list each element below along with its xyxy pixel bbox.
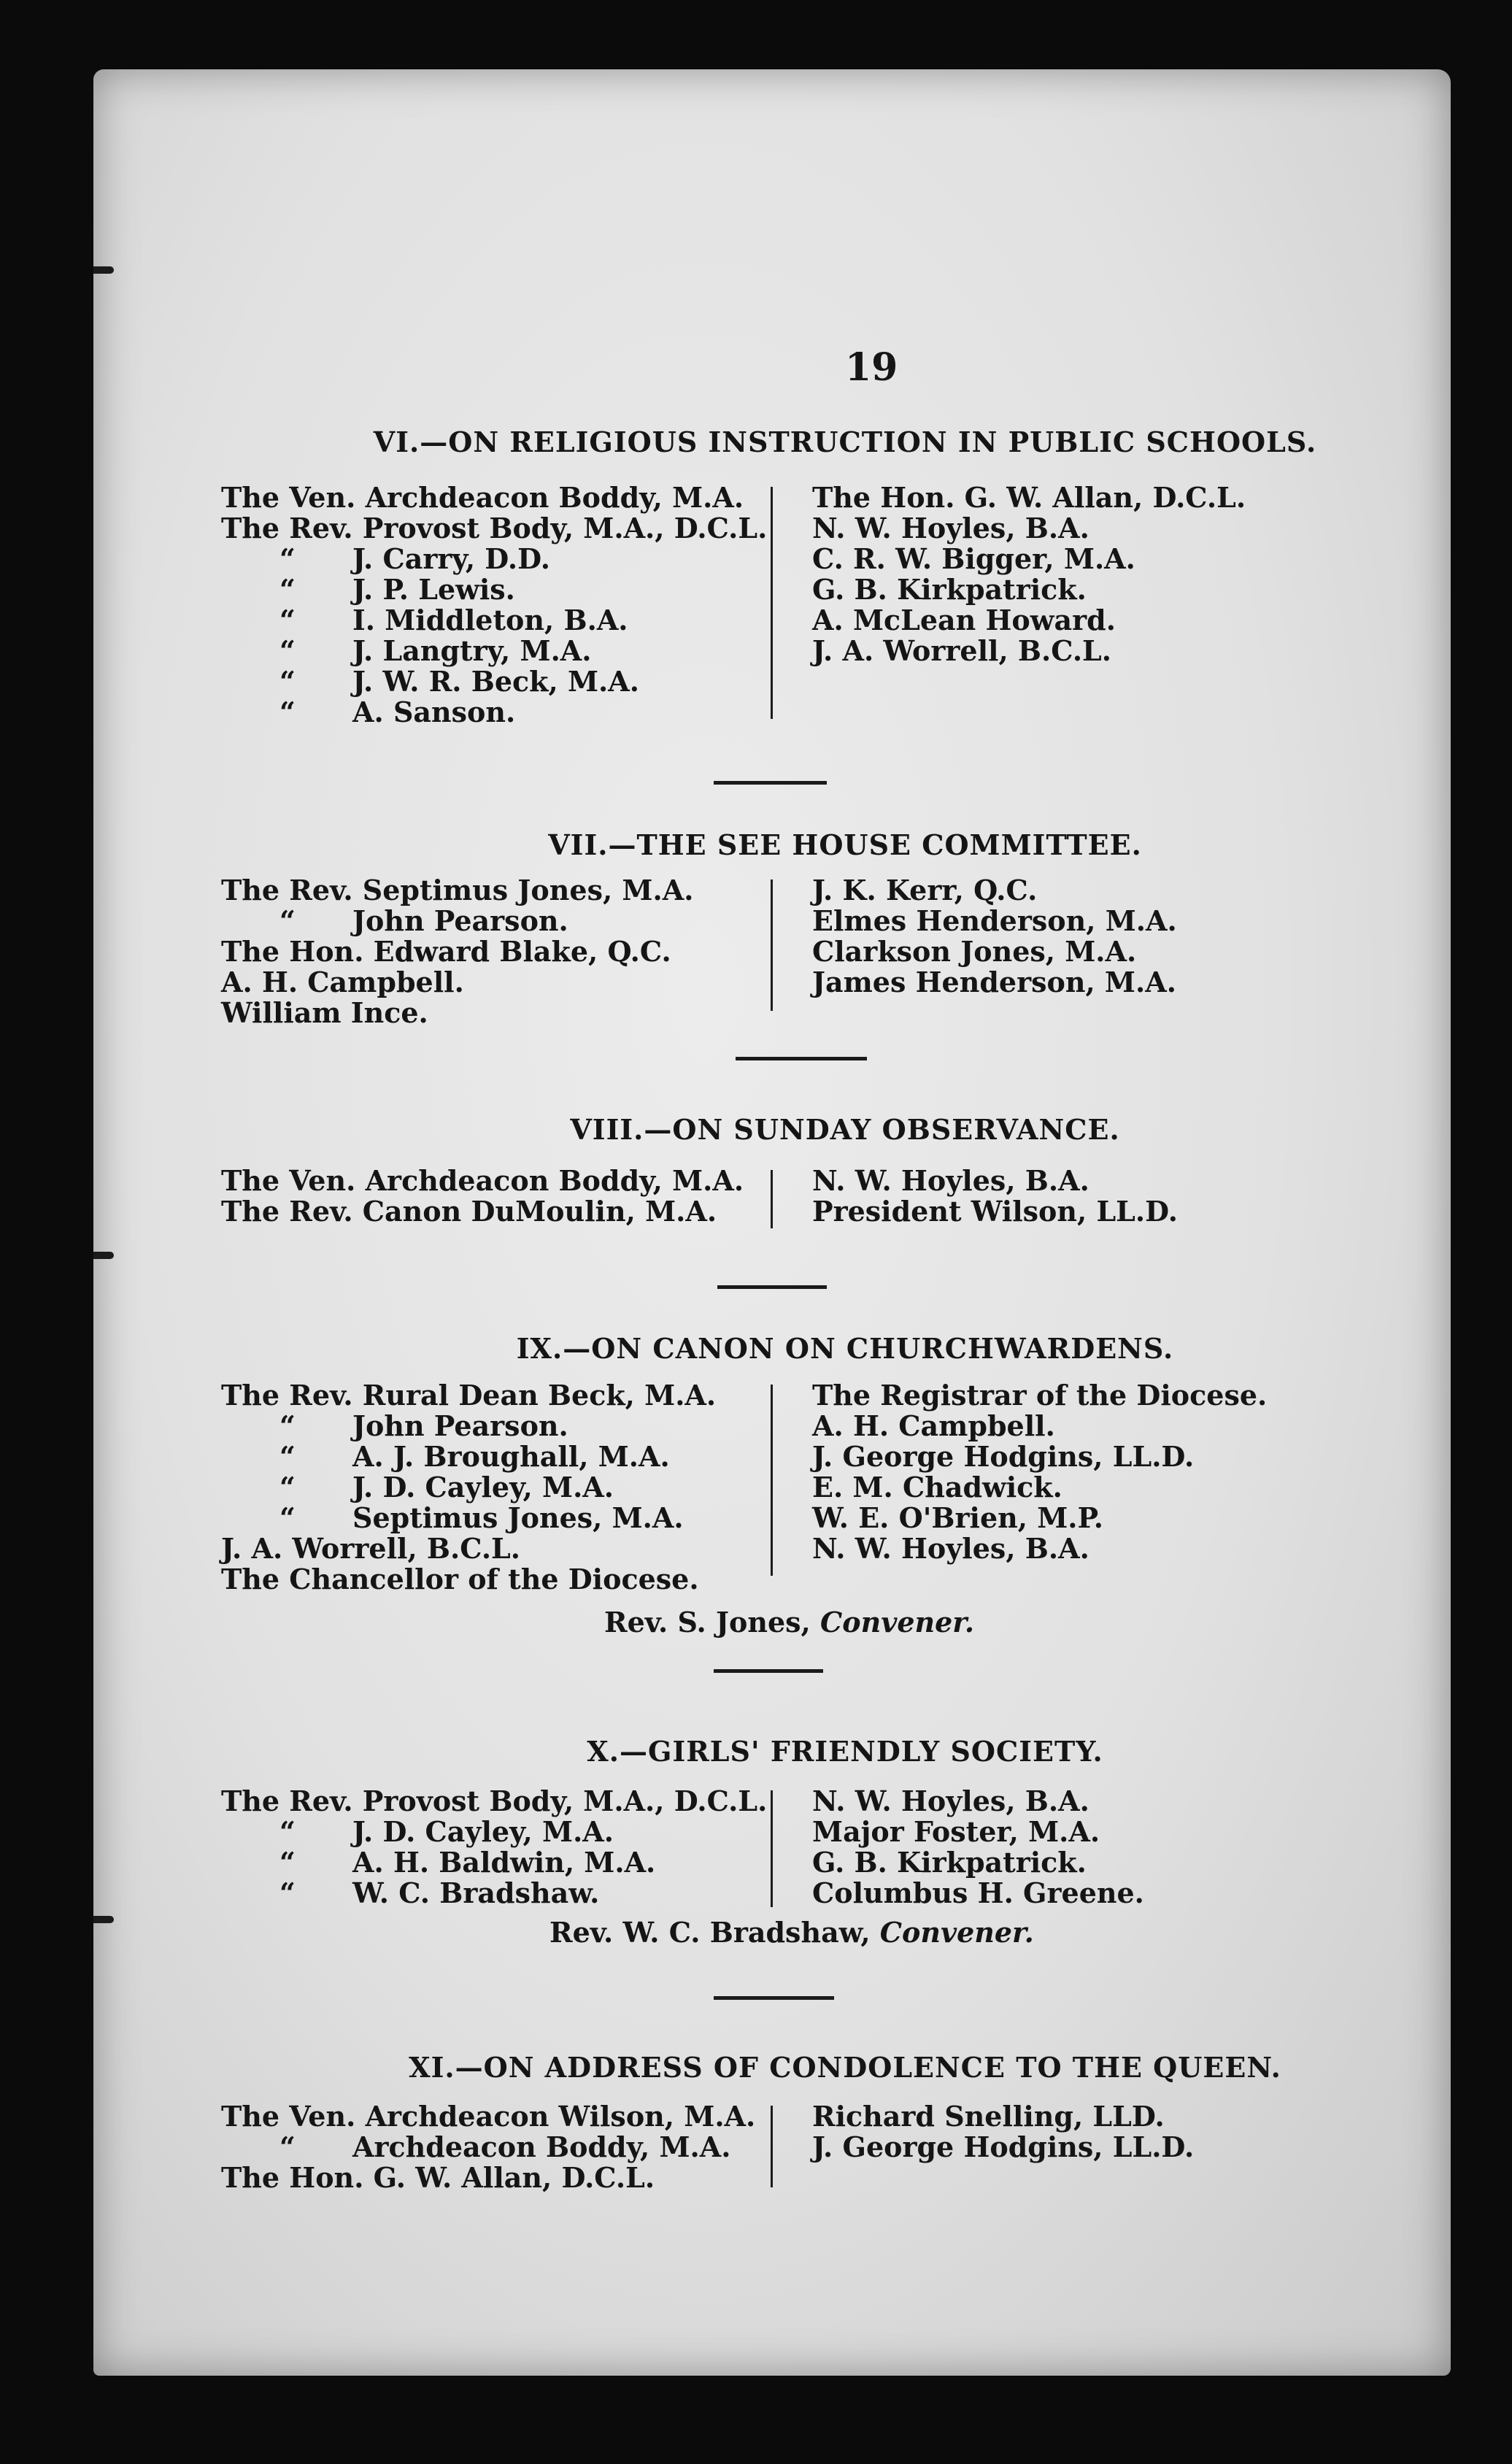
section-vii-right-column: J. K. Kerr, Q.C. Elmes Henderson, M.A. Clarkson Jones, M.A. James Henderson, M.A.	[812, 874, 1177, 998]
section-vii-left-column: The Rev. Septimus Jones, M.A. “ John Pearson. The Hon. Edward Blake, Q.C. A. H. Campbell. William Ince.	[221, 874, 694, 1029]
section-title-vii: VII.—THE SEE HOUSE COMMITTEE.	[548, 828, 1142, 861]
section-x-convener: Rev. W. C. Bradshaw, Convener.	[549, 1916, 1034, 1949]
section-title-viii: VIII.—ON SUNDAY OBSERVANCE.	[570, 1113, 1120, 1146]
column-divider	[771, 879, 773, 1011]
column-divider	[771, 487, 773, 719]
section-ix-convener: Rev. S. Jones, Convener.	[604, 1606, 975, 1639]
column-divider	[771, 1790, 773, 1907]
section-viii-left-column: The Ven. Archdeacon Boddy, M.A. The Rev. Canon DuMoulin, M.A.	[221, 1164, 744, 1228]
binding-mark	[93, 1252, 114, 1259]
section-ix-right-column: The Registrar of the Diocese. A. H. Campbell. J. George Hodgins, LL.D. E. M. Chadwick. W. E. O'Brien, M.P. N. W. Hoyles, B.A.	[812, 1379, 1268, 1565]
column-divider	[771, 1170, 773, 1228]
section-title-x: X.—GIRLS' FRIENDLY SOCIETY.	[587, 1735, 1103, 1768]
section-ix-left-column: The Rev. Rural Dean Beck, M.A. “ John Pearson. “ A. J. Broughall, M.A. “ J. D. Cayley, M.A. “ Septimus Jones, M.A. J. A. Worrell, B.C.L. The Chancellor of the Diocese.	[221, 1379, 717, 1595]
section-xi-left-column: The Ven. Archdeacon Wilson, M.A. “ Archdeacon Boddy, M.A. The Hon. G. W. Allan, D.C.L.	[221, 2100, 756, 2194]
section-x-left-column: The Rev. Provost Body, M.A., D.C.L. “ J. D. Cayley, M.A. “ A. H. Baldwin, M.A. “ W. C. Bradshaw.	[221, 1785, 768, 1909]
section-vi-left-column: The Ven. Archdeacon Boddy, M.A. The Rev. Provost Body, M.A., D.C.L. “ J. Carry, D.D. “ J. P. Lewis. “ I. Middleton, B.A. “ J. Langtry, M.A. “ J. W. R. Beck, M.A. “ A. Sanson.	[221, 481, 768, 728]
binding-mark	[93, 1916, 114, 1923]
column-divider	[771, 2106, 773, 2187]
section-title-vi: VI.—ON RELIGIOUS INSTRUCTION IN PUBLIC SCHOOLS.	[373, 426, 1317, 458]
section-rule	[717, 1285, 827, 1289]
page-number: 19	[845, 345, 898, 390]
section-rule	[714, 781, 827, 785]
section-rule	[714, 1996, 834, 2000]
section-xi-right-column: Richard Snelling, LLD. J. George Hodgins, LL.D.	[812, 2100, 1195, 2163]
section-rule	[714, 1669, 823, 1673]
section-viii-right-column: N. W. Hoyles, B.A. President Wilson, LL.D.	[812, 1164, 1178, 1228]
document-page	[93, 69, 1451, 2376]
section-title-ix: IX.—ON CANON ON CHURCHWARDENS.	[516, 1332, 1174, 1365]
section-rule	[736, 1057, 867, 1060]
section-vi-right-column: The Hon. G. W. Allan, D.C.L. N. W. Hoyles, B.A. C. R. W. Bigger, M.A. G. B. Kirkpatrick. A. McLean Howard. J. A. Worrell, B.C.L.	[812, 481, 1246, 667]
section-title-xi: XI.—ON ADDRESS OF CONDOLENCE TO THE QUEEN.	[409, 2051, 1281, 2084]
section-x-right-column: N. W. Hoyles, B.A. Major Foster, M.A. G. B. Kirkpatrick. Columbus H. Greene.	[812, 1785, 1144, 1909]
column-divider	[771, 1385, 773, 1576]
binding-mark	[93, 266, 114, 274]
